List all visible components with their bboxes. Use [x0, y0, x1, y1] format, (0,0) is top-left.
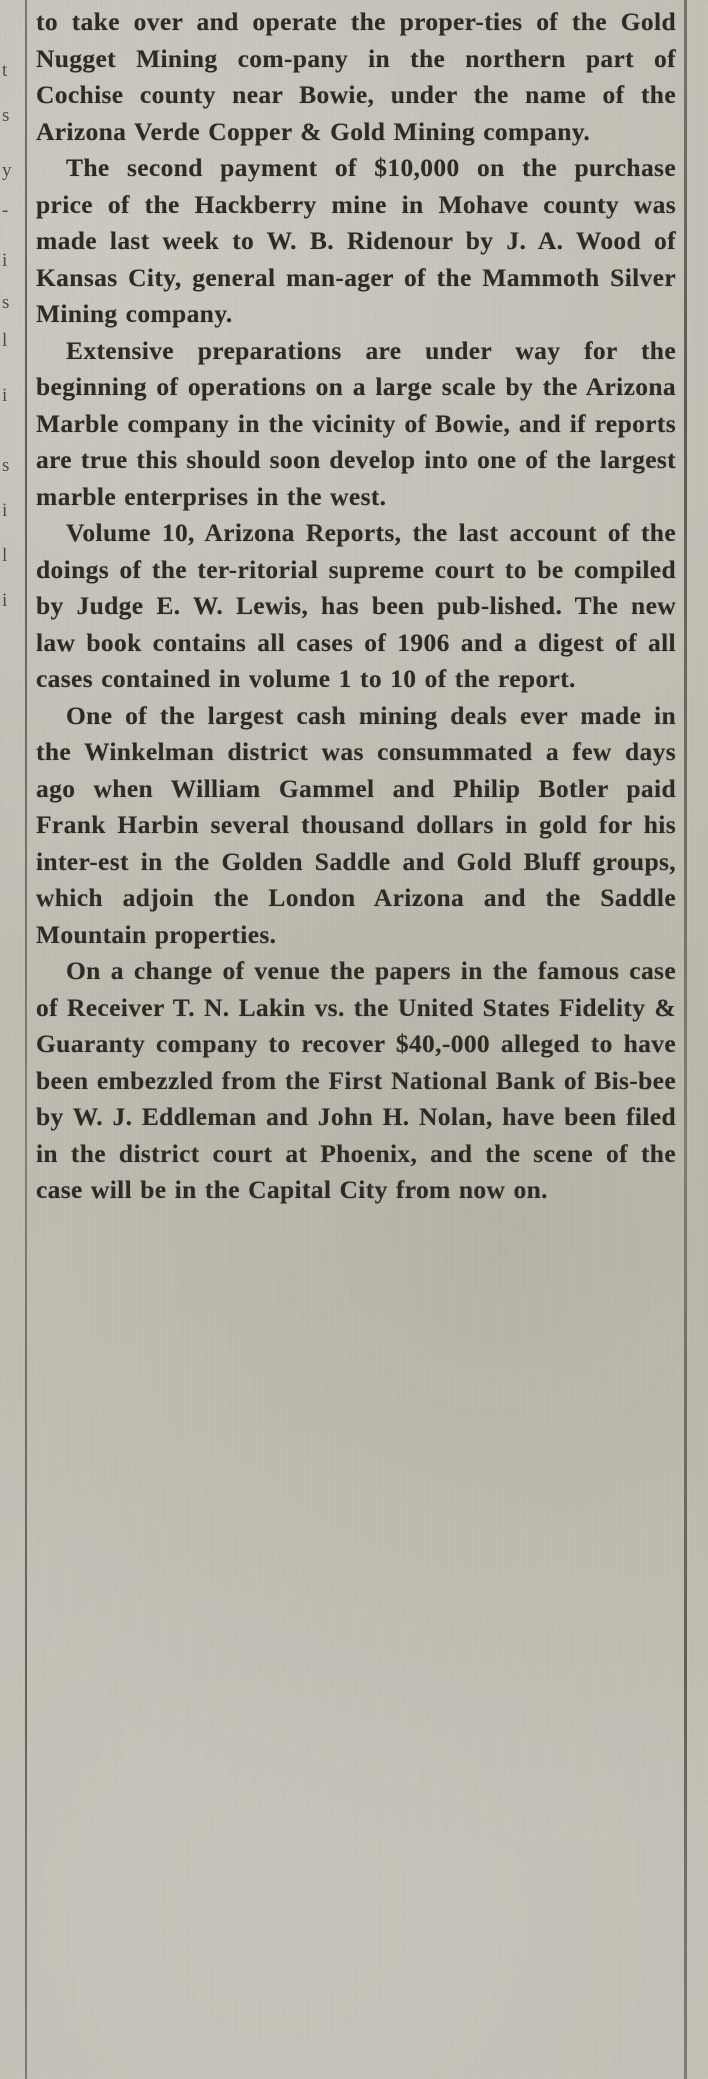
gutter-fragment: s	[2, 292, 10, 313]
gutter-fragment: i	[2, 590, 8, 611]
gutter-fragment: s	[2, 455, 10, 476]
gutter-fragment: i	[2, 385, 8, 406]
article-paragraph: Volume 10, Arizona Reports, the last account of the doings of the ter-ritorial supreme court to be compiled by Judge E. W. Lewis, has been pub-lished. The new law book contains all cases of 1906 and a digest of all cases contained in volume 1 to 10 of the report.	[36, 518, 676, 693]
gutter-fragment: -	[2, 200, 9, 221]
gutter-fragment: i	[2, 500, 8, 521]
article-paragraph: The second payment of $10,000 on the purchase price of the Hackberry mine in Mohave county was made last week to W. B. Ridenour by J. A. Wood of Kansas City, general man-ager of the Mammoth Silver Mining company.	[36, 153, 676, 328]
gutter-fragment: t	[2, 60, 8, 81]
column-rule-left	[25, 0, 27, 2079]
gutter-fragment: s	[2, 105, 10, 126]
article-paragraph: to take over and operate the proper-ties of the Gold Nugget Mining com-pany in the northern part of Cochise county near Bowie, under the name of the Arizona Verde Copper & Gold Mining company.	[36, 7, 676, 146]
gutter-fragment: y	[2, 160, 12, 181]
article-paragraph: On a change of venue the papers in the famous case of Receiver T. N. Lakin vs. the United States Fidelity & Guaranty company to recover $40,-000 alleged to have been embezzled from the First National Bank of Bis-bee by W. J. Eddleman and John H. Nolan, have been filed in the district court at Phoenix, and the scene of the case will be in the Capital City from now on.	[36, 956, 676, 1204]
article-paragraph: One of the largest cash mining deals ever made in the Winkelman district was consummated a few days ago when William Gammel and Philip Botler paid Frank Harbin several thousand dollars in gold for his inter-est in the Golden Saddle and Gold Bluff groups, which adjoin the London Arizona and the Saddle Mountain properties.	[36, 700, 676, 949]
gutter-fragment: i	[2, 250, 8, 271]
gutter-fragment: l	[2, 545, 8, 566]
article-column	[36, 0, 676, 2079]
gutter-fragment: l	[2, 330, 8, 351]
left-column-fragments	[0, 0, 26, 2079]
column-rule-right	[684, 0, 687, 2079]
article-paragraph: Extensive preparations are under way for the beginning of operations on a large scale by the Arizona Marble company in the vicinity of Bowie, and if reports are true this should soon develop into one of the largest marble enterprises in the west.	[36, 335, 676, 511]
